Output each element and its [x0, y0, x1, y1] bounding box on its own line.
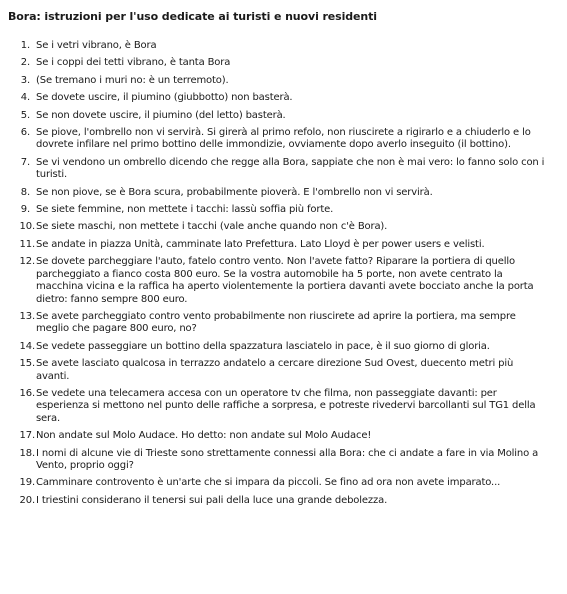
- item-number: 6.: [20, 127, 30, 139]
- item-text: Camminare controvento è un'arte che si impara da piccoli. Se fino ad ora non avete imparato...: [36, 477, 501, 489]
- item-number: 12.: [19, 256, 35, 268]
- item-number: 14.: [19, 340, 35, 352]
- item-number: 17.: [19, 430, 35, 442]
- item-text: Se i vetri vibrano, è Bora: [36, 40, 157, 51]
- list-item: [8, 40, 557, 52]
- list-item: [8, 75, 557, 87]
- list-item: [8, 57, 557, 69]
- item-text: Se vi vendono un ombrello dicendo che regge alla Bora, sappiate che non è mai vero: lo fanno solo con i turisti.: [36, 156, 545, 181]
- item-number: 16.: [19, 387, 35, 399]
- item-number: 5.: [20, 109, 30, 121]
- list-item: [8, 187, 557, 199]
- list-item: [8, 127, 557, 152]
- item-number: 8.: [20, 186, 30, 198]
- list-item: [8, 157, 557, 182]
- item-text: Se avete parcheggiato contro vento probabilmente non riuscirete ad aprire la portiera, ma sempre meglio che pagare 800 euro, no?: [36, 310, 516, 335]
- list-item: [8, 110, 557, 122]
- item-number: 18.: [19, 447, 35, 459]
- item-text: Se vedete passeggiare un bottino della spazzatura lasciatelo in pace, è il suo giorno di gloria.: [36, 340, 490, 352]
- item-number: 9.: [20, 204, 30, 216]
- item-text: I triestini considerano il tenersi sui pali della luce una grande debolezza.: [36, 494, 388, 506]
- item-number: 2.: [20, 57, 30, 69]
- item-text: Se dovete uscire, il piumino (giubbotto) non basterà.: [36, 92, 293, 104]
- item-number: 10.: [19, 221, 35, 233]
- item-number: 11.: [19, 238, 35, 250]
- item-number: 13.: [19, 310, 35, 322]
- item-text: Se siete femmine, non mettete i tacchi: lassù soffia più forte.: [36, 204, 334, 216]
- item-number: 20.: [19, 494, 35, 506]
- list-item: [8, 448, 557, 473]
- list-item: [8, 256, 557, 306]
- item-text: Se siete maschi, non mettete i tacchi (vale anche quando non c'è Bora).: [36, 221, 388, 233]
- item-number: 3.: [20, 74, 30, 86]
- item-number: 19.: [19, 477, 35, 489]
- item-number: 15.: [19, 358, 35, 370]
- item-text: Se andate in piazza Unità, camminate lato Prefettura. Lato Lloyd è per power users e velisti.: [36, 238, 485, 250]
- list-item: [8, 92, 557, 104]
- item-text: Se non piove, se è Bora scura, probabilmente pioverà. E l'ombrello non vi servirà.: [36, 186, 433, 198]
- item-text: Non andate sul Molo Audace. Ho detto: non andate sul Molo Audace!: [36, 430, 372, 442]
- item-number: 4.: [20, 92, 30, 104]
- item-text: (Se tremano i muri no: è un terremoto).: [36, 74, 229, 86]
- list-item: [8, 221, 557, 233]
- list-item: [8, 388, 557, 425]
- list-item: [8, 430, 557, 442]
- list-item: [8, 311, 557, 336]
- list-item: [8, 239, 557, 251]
- item-text: Se avete lasciato qualcosa in terrazzo andatelo a cercare direzione Sud Ovest, duecento metri più avanti.: [36, 358, 514, 382]
- item-text: Se non dovete uscire, il piumino (del letto) basterà.: [36, 109, 286, 121]
- item-text: Se i coppi dei tetti vibrano, è tanta Bora: [36, 57, 231, 69]
- rules-list: [8, 40, 557, 507]
- list-item: [8, 204, 557, 216]
- list-item: [8, 358, 557, 383]
- item-number: 1.: [20, 40, 30, 51]
- document-title: Bora: istruzioni per l'uso dedicate ai turisti e nuovi residenti: [8, 10, 377, 23]
- list-item: [8, 341, 557, 353]
- item-number: 7.: [20, 156, 30, 168]
- item-text: I nomi di alcune vie di Trieste sono strettamente connessi alla Bora: che ci andate a fare in via Molino a Vento, proprio oggi?: [36, 447, 539, 471]
- list-item: [8, 495, 557, 507]
- list-item: [8, 477, 557, 489]
- item-text: Se vedete una telecamera accesa con un operatore tv che filma, non passeggiate davanti: per esperienza si mettono nel punto delle raffiche a sorpresa, e potreste rivedervi barcollanti sul TG1 della sera.: [36, 387, 536, 424]
- item-text: Se piove, l'ombrello non vi servirà. Si girerà al primo refolo, non riuscirete a rigirarlo e a chiuderlo e lo dovrete infilare nel primo bottino delle immondizie, ovviamente dopo averlo inseguito (il bottino).: [36, 127, 531, 151]
- item-text: Se dovete parcheggiare l'auto, fatelo contro vento. Non l'avete fatto? Riparare la portiera di quello parcheggiato a fianco costa 800 euro. Se la vostra automobile ha 5 porte, non avete centrato la macchina vicina e la raffica ha aperto violentemente la portiera davanti avete bocciato anche la porta dietro: fanno sempre 800 euro.: [36, 256, 534, 305]
